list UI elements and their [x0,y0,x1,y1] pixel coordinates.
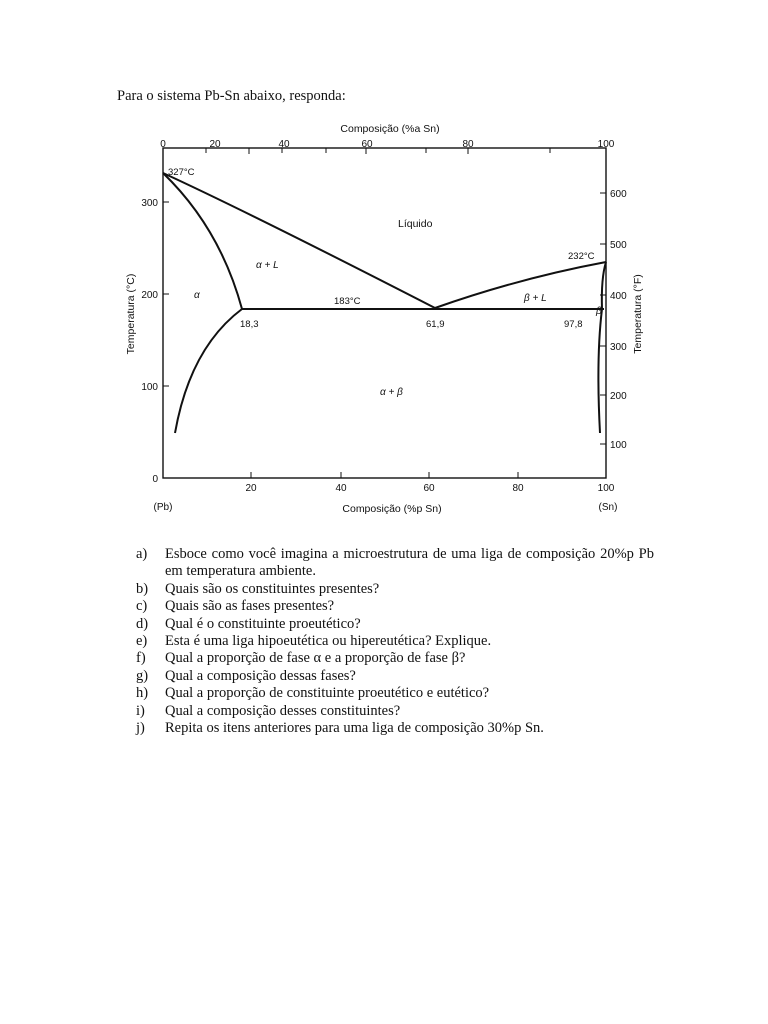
right-axis-label: Temperatura (°F) [632,274,644,354]
comp-alpha-label: 18,3 [240,319,259,330]
question-item [136,633,654,650]
question-text: Qual é o constituinte proeutético? [165,615,361,632]
question-letter: g) [136,667,149,684]
question-item [136,668,654,685]
left-tick-0: 0 [152,474,158,485]
question-item [136,546,654,581]
question-letter: c) [136,598,148,615]
solvus-alpha [175,309,242,433]
eutectic-temp-label: 183°C [334,296,361,307]
question-list [136,546,654,737]
pb-sn-phase-diagram [110,118,650,526]
right-tick-600: 600 [610,189,627,200]
question-text: Qual a proporção de fase α e a proporção de fase β? [165,650,466,667]
plot-frame [163,148,606,478]
top-axis-label: Composição (%a Sn) [340,123,440,135]
question-text: Quais são as fases presentes? [165,598,335,615]
question-text: Qual a composição desses constituintes? [165,702,401,719]
region-beta: β [596,306,602,317]
solidus-alpha [163,173,242,309]
solvus-beta [598,309,602,433]
top-tick-100: 100 [597,139,615,150]
question-text: Repita os itens anteriores para uma liga de composição 30%p Sn. [165,720,544,737]
pb-melting-label: 327°C [168,167,195,178]
pb-label: (Pb) [153,502,173,513]
left-tick-300: 300 [141,198,158,209]
question-item [136,616,654,633]
question-item [136,581,654,598]
question-text: Esboce como você imagina a microestrutura de uma liga de composição 20%p Pb em temperatura ambiente. [165,546,654,580]
right-tick-200: 200 [610,391,627,402]
top-axis-ticks [163,148,606,154]
bottom-tick-60: 60 [423,483,435,494]
region-alpha-beta: α + β [380,387,403,398]
comp-beta-label: 97,8 [564,319,583,330]
question-text: Qual a proporção de constituinte proeutético e eutético? [165,685,490,702]
region-alpha: α [194,290,200,301]
question-item [136,703,654,720]
question-letter: b) [136,580,149,597]
sn-label: (Sn) [598,502,618,513]
question-letter: e) [136,633,148,650]
bottom-tick-100: 100 [597,483,615,494]
bottom-tick-40: 40 [335,483,347,494]
region-beta-l: β + L [524,293,547,304]
left-tick-200: 200 [141,290,158,301]
right-tick-300: 300 [610,342,627,353]
question-letter: h) [136,685,149,702]
liquidus-left [163,173,435,308]
question-letter: a) [136,546,148,562]
liquidus-right [435,262,606,308]
bottom-tick-20: 20 [245,483,257,494]
question-letter: d) [136,615,149,632]
question-letter: f) [136,650,146,667]
bottom-tick-80: 80 [512,483,524,494]
right-tick-500: 500 [610,240,627,251]
left-tick-100: 100 [141,382,158,393]
intro-text: Para o sistema Pb-Sn abaixo, responda: [117,88,346,104]
top-tick-0: 0 [160,139,166,150]
question-item [136,685,654,702]
question-text: Qual a composição dessas fases? [165,667,356,684]
question-text: Quais são os constituintes presentes? [165,580,380,597]
bottom-axis-label: Composição (%p Sn) [342,503,442,515]
sn-melting-label: 232°C [568,251,595,262]
top-tick-20: 20 [209,139,221,150]
top-tick-60: 60 [361,139,373,150]
question-letter: j) [136,720,145,737]
right-tick-100: 100 [610,440,627,451]
left-axis-ticks [163,202,169,478]
region-alpha-l: α + L [256,260,279,271]
left-axis-label: Temperatura (°C) [125,273,137,355]
right-tick-400: 400 [610,291,627,302]
question-item [136,650,654,667]
bottom-axis-ticks [251,472,518,478]
comp-eutectic-label: 61,9 [426,319,445,330]
question-letter: i) [136,702,145,719]
question-item [136,598,654,615]
region-liquid: Líquido [398,218,433,230]
question-item [136,720,654,737]
top-tick-40: 40 [278,139,290,150]
top-tick-80: 80 [462,139,474,150]
question-text: Esta é uma liga hipoeutética ou hipereutética? Explique. [165,633,492,650]
